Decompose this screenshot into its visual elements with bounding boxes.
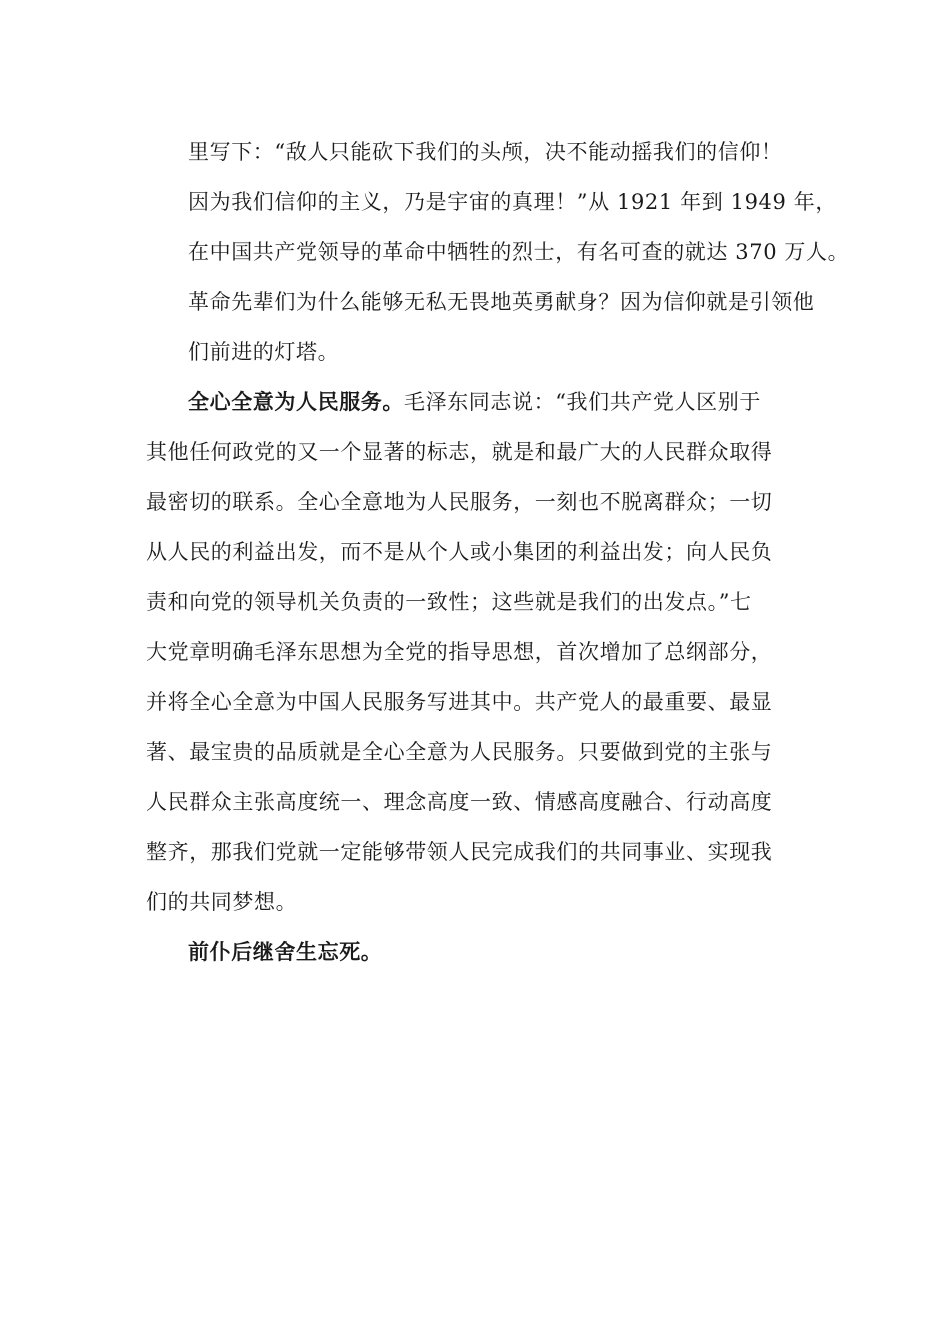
text-line: 责和向党的领导机关负责的一致性；这些就是我们的出发点。”七 — [146, 590, 752, 614]
paragraph-serve-people — [146, 377, 818, 927]
text-line: 在中国共产党领导的革命中牺牲的烈士，有名可查的就达 370 万人。 — [188, 240, 850, 264]
paragraph-faith — [146, 127, 850, 377]
text-line: 们的共同梦想。 — [146, 890, 298, 914]
text-line: 著、最宝贵的品质就是全心全意为人民服务。只要做到党的主张与 — [146, 740, 773, 764]
paragraph-sacrifice — [146, 927, 818, 977]
text-line: 整齐，那我们党就一定能够带领人民完成我们的共同事业、实现我 — [146, 840, 773, 864]
text-line: 因为我们信仰的主义，乃是宇宙的真理！”从 1921 年到 1949 年， — [188, 190, 837, 214]
text-line: 里写下：“敌人只能砍下我们的头颅，决不能动摇我们的信仰！ — [188, 140, 783, 164]
text-line: 们前进的灯塔。 — [188, 340, 340, 364]
text-line-rest: 毛泽东同志说：“我们共产党人区别于 — [404, 390, 761, 414]
text-line: 革命先辈们为什么能够无私无畏地英勇献身？因为信仰就是引领他 — [188, 290, 815, 314]
section-heading-sacrifice: 前仆后继舍生忘死。 — [188, 939, 383, 964]
text-line: 并将全心全意为中国人民服务写进其中。共产党人的最重要、最显 — [146, 690, 773, 714]
text-line: 最密切的联系。全心全意地为人民服务，一刻也不脱离群众；一切 — [146, 490, 773, 514]
text-line: 其他任何政党的又一个显著的标志，就是和最广大的人民群众取得 — [146, 440, 773, 464]
text-line: 大党章明确毛泽东思想为全党的指导思想，首次增加了总纲部分， — [146, 640, 773, 664]
text-line: 从人民的利益出发，而不是从个人或小集团的利益出发；向人民负 — [146, 540, 773, 564]
text-line-first — [146, 377, 818, 427]
text-line-first — [146, 927, 818, 977]
text-line: 人民群众主张高度统一、理念高度一致、情感高度融合、行动高度 — [146, 790, 773, 814]
document-body — [146, 127, 850, 977]
section-heading-serve-people: 全心全意为人民服务。 — [188, 389, 404, 414]
